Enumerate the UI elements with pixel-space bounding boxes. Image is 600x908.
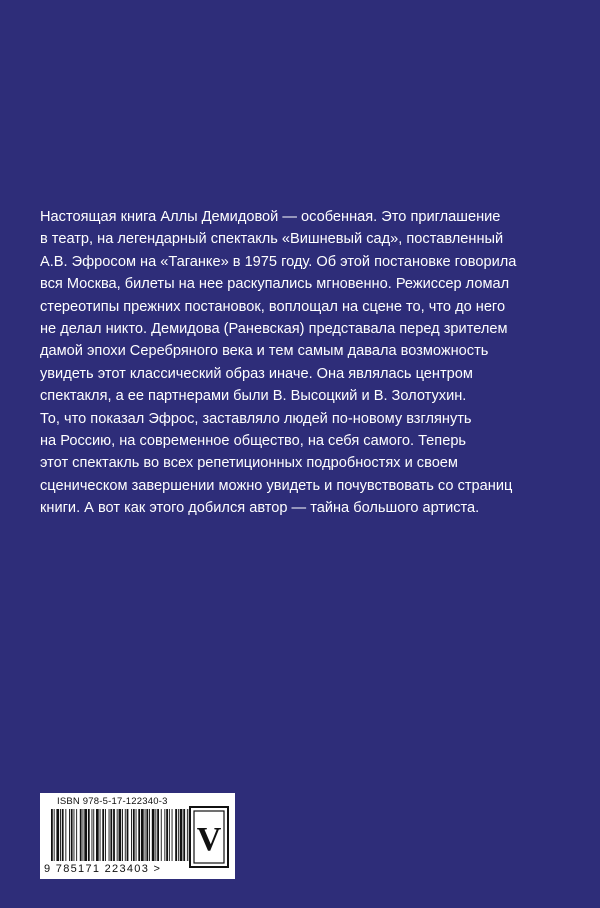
annotation-line: на Россию, на современное общество, на себя самого. Теперь [40,433,467,450]
annotation-line: в театр, на легендарный спектакль «Вишневый сад», поставленный [40,231,504,248]
annotation-line: А.В. Эфросом на «Таганке» в 1975 году. Об этой постановке говорила [40,253,517,270]
annotation-line: спектакля, а ее партнерами были В. Высоцкий и В. Золотухин. [40,388,467,405]
annotation-line: Настоящая книга Аллы Демидовой — особенная. Это приглашение [40,209,501,225]
annotation-line: стереотипы прежних постановок, воплощал на сцене то, что до него [40,298,506,315]
annotation-line: дамой эпохи Серебряного века и тем самым давала возможность [40,343,489,360]
annotation-line: книги. А вот как этого добился автор — тайна большого артиста. [40,500,480,517]
barcode-panel [40,793,235,879]
isbn-label: ISBN 978-5-17-122340-3 [57,796,168,807]
annotation-line: вся Москва, билеты на нее раскупались мгновенно. Режиссер ломал [40,276,510,293]
ean-digits: 9 785171 223403 > [44,863,162,875]
publisher-v-logo-icon [189,806,229,868]
annotation-line: этот спектакль во всех репетиционных подробностях и своем [40,455,458,472]
annotation-line: сценическом завершении можно увидеть и почувствовать со страниц [40,477,513,494]
annotation-line: увидеть этот классический образ иначе. Она являлась центром [40,365,473,382]
barcode-bars [50,809,190,867]
annotation-text [40,206,570,520]
annotation-line: не делал никто. Демидова (Раневская) представала перед зрителем [40,321,508,338]
annotation-line: То, что показал Эфрос, заставляло людей по-новому взглянуть [40,410,472,427]
publisher-logo-letter: V [196,821,222,858]
